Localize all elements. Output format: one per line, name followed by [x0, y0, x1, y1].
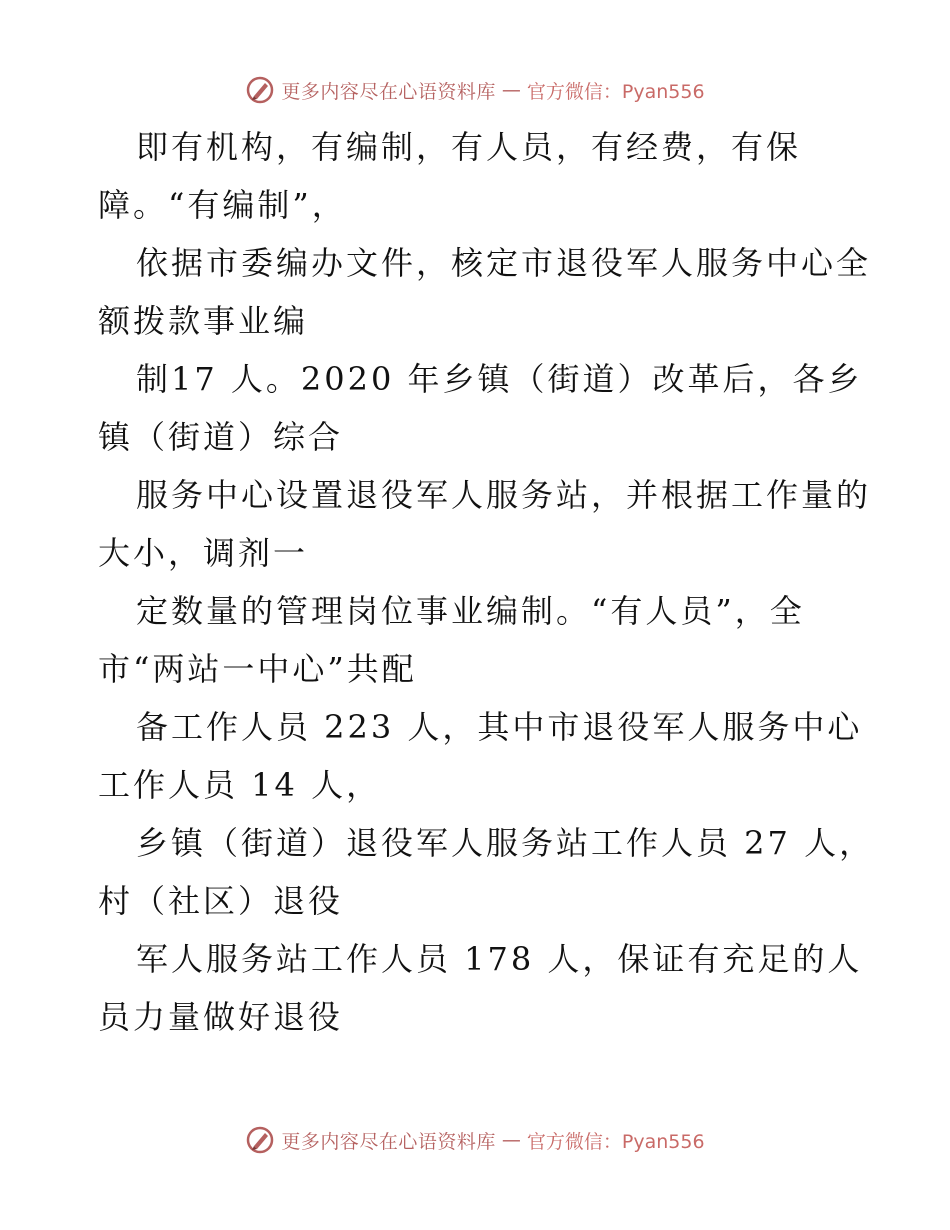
- text-line: 工作人员 14 人，: [98, 766, 382, 804]
- banner-text: 更多内容尽在心语资料库: [281, 1130, 496, 1153]
- text-line: 村（社区）退役: [98, 882, 344, 920]
- text-line: 制17 人。2020 年乡镇（街道）改革后，各乡: [136, 360, 863, 398]
- text-line: 大小，调剂一: [98, 534, 309, 572]
- text-line: 依据市委编办文件，核定市退役军人服务中心全: [136, 244, 872, 282]
- text-line: 备工作人员 223 人，其中市退役军人服务中心: [136, 708, 863, 746]
- text-line: 额拨款事业编: [98, 302, 309, 340]
- text-line: 镇（街道）综合: [98, 418, 344, 456]
- text-line: 乡镇（街道）退役军人服务站工作人员 27 人，: [136, 824, 875, 862]
- text-line: 服务中心设置退役军人服务站，并根据工作量的: [136, 476, 872, 514]
- pen-logo-icon: [245, 75, 275, 105]
- text-line: 军人服务站工作人员 178 人，保证有充足的人: [136, 940, 863, 978]
- banner-dash: —: [501, 79, 521, 101]
- footer-banner: [0, 1120, 950, 1160]
- banner-dash: —: [501, 1129, 521, 1151]
- text-line: 即有机构，有编制，有人员，有经费，有保: [136, 128, 802, 166]
- banner-wechat: 官方微信：Pyan556: [526, 1130, 705, 1153]
- text-line: 定数量的管理岗位事业编制。“有人员”，全: [136, 592, 805, 630]
- banner-wechat: 官方微信：Pyan556: [526, 80, 705, 103]
- text-line: 障。“有编制”，: [98, 186, 347, 224]
- document-body: [98, 118, 898, 1046]
- text-line: 市“两站一中心”共配: [98, 650, 417, 688]
- banner-text: 更多内容尽在心语资料库: [281, 80, 496, 103]
- pen-logo-icon: [245, 1125, 275, 1155]
- text-line: 员力量做好退役: [98, 998, 344, 1036]
- header-banner: [0, 70, 950, 110]
